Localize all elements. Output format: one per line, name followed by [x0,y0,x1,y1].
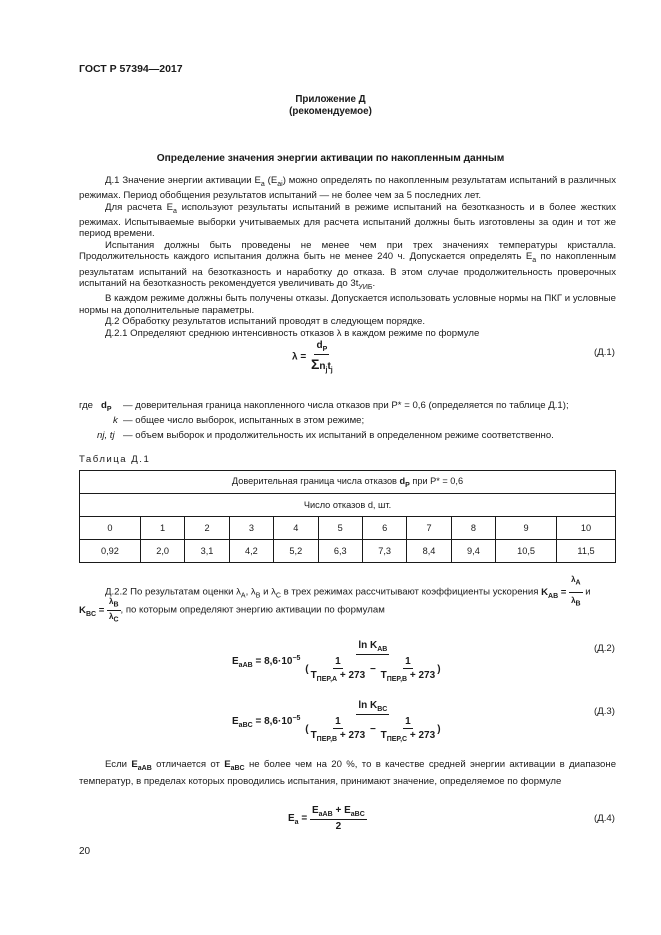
table-cell-count: 10 [557,517,616,540]
eq-number-d2: (Д.2) [594,643,615,654]
table-cell-count: 1 [140,517,184,540]
table-cell-bound: 11,5 [557,540,616,563]
table-cell-count: 4 [274,517,318,540]
eq-number-d1: (Д.1) [594,347,615,358]
formula-d2: $E_{aAB} = 8,6\cdot 10^{-5}$ $\ln K_{AB}$ ( $\frac{1}{T_{ПЕР,A} + 273}$ − $\frac{1}{T_{ПЕР,B} + 273}$ ) [232,640,441,683]
document-code: ГОСТ Р 57394—2017 [79,63,183,75]
table-cell-count: 2 [185,517,229,540]
table-cell-bound: 4,2 [229,540,273,563]
table-cell-bound: 0,92 [80,540,141,563]
where-item-nj-tj: — объем выборок и продолжительность их испытаний в определенном режиме соответственно. [123,430,554,441]
where-label: где [79,400,94,411]
paragraph-2: Для расчета $E_a$ используют результаты испытаний в режиме испытаний на безотказность и в более жестких режимах. Испытываемые выборки учитываемых для расчета испытаний должны быть изготовлены за один и тот же период времени. [79,201,616,240]
table-cell-bound: 9,4 [451,540,495,563]
table-header-1: Доверительная граница числа отказов $d_P$ при P* = 0,6 [80,471,616,494]
paragraph-d22-cont: $K_{BC}$ = $\frac{\lambda_B}{\lambda_C}$ , по которым определяют энергию активации по формулам [79,597,385,624]
formula-d4: $E_a$ = $\frac{E_{aAB} + E_{aBC}}{2}$ [288,805,365,832]
eq-number-d3: (Д.3) [594,706,615,717]
table-cell-count: 3 [229,517,273,540]
table-cell-count: 0 [80,517,141,540]
where-item-k: — общее число выборок, испытанных в этом режиме; [123,415,365,426]
where-item-dp: — доверительная граница накопленного числа отказов при P* = 0,6 (определяется по таблице Д.1); [123,400,569,411]
table-cell-bound: 2,0 [140,540,184,563]
section-title: Определение значения энергии активации по накопленным данным [156,153,505,164]
paragraph-6: Д.2.1 Определяют среднюю интенсивность отказов λ в каждом режиме по формуле [105,327,480,339]
appendix-subtitle: (рекомендуемое) [289,106,372,117]
table-cell-bound: 6,3 [318,540,362,563]
formula-d3: $E_{aBC} = 8,6\cdot 10^{-5}$ $\ln K_{BC}$ ( $\frac{1}{T_{ПЕР,B} + 273}$ − $\frac{1}{T_{ПЕР,C} + 273}$ ) [232,700,441,743]
paragraph-comparison: Если $E_{aAB}$ отличается от $E_{aBC}$ не более чем на 20 %, то в качестве средней энергии активации в диапазоне температур, в пределах которых проводились испытания, принимают значение, определяемое по формуле [79,759,617,787]
table-cell-bound: 7,3 [362,540,406,563]
eq-number-d4: (Д.4) [594,813,615,824]
table-cell-bound: 3,1 [185,540,229,563]
page-number: 20 [79,846,91,857]
table-caption: Таблица Д.1 [79,454,151,465]
paragraph-4: В каждом режиме должны быть получены отказы. Допускается использовать условные нормы на ПКГ и условные нормы на дополнительные параметры. [79,293,616,316]
table-cell-count: 6 [362,517,406,540]
table-cell-bound: 10,5 [496,540,557,563]
appendix-title: Приложение Д [295,94,366,105]
table-cell-count: 8 [451,517,495,540]
table-cell-count: 7 [407,517,451,540]
formula-d1: λ = $\frac{d_P}{\Sigma n_jt_j}$ [292,340,333,374]
table-header-2: Число отказов d, шт. [80,494,616,517]
table-cell-bound: 8,4 [407,540,451,563]
body-text [79,175,616,339]
paragraph-d1: Д.1 Значение энергии активации $E_a$ $(E_{аi})$ можно определять по накопленным результатам испытаний в различных режимах. Период обобщения результатов испытаний — не более чем за 5 последних лет. [79,175,616,202]
paragraph-5: Д.2 Обработку результатов испытаний проводят в следующем порядке. [105,316,426,328]
table-row-counts [80,517,616,540]
symbol-k: k [113,415,118,426]
symbol-nj-tj: nj, tj [97,430,115,441]
table-cell-count: 5 [318,517,362,540]
table-d1 [79,470,616,563]
symbol-dp: $d_P$ [101,400,112,413]
table-cell-count: 9 [496,517,557,540]
table-cell-bound: 5,2 [274,540,318,563]
table-row-bounds [80,540,616,563]
paragraph-3: Испытания должны быть проведены не менее чем при трех значениях температуры кристалла. Продолжительность каждого испытания должна быть не менее 240 ч. Допускается определять $E_a$ по накопленным результатам испытаний на безотказность и наработку до отказа. В этом случае продолжительность проверочных испытаний на безотказность рекомендуется увеличивать до $3t_{УИБ}$. [79,239,616,291]
paragraph-d22: Д.2.2 По результатам оценки $\lambda_A$, $\lambda_B$ и $\lambda_C$ в трех режимах рассчитывают коэффициенты ускорения $K_{AB}$ = $\frac{\lambda_A}{\lambda_B}$ и [105,575,591,608]
